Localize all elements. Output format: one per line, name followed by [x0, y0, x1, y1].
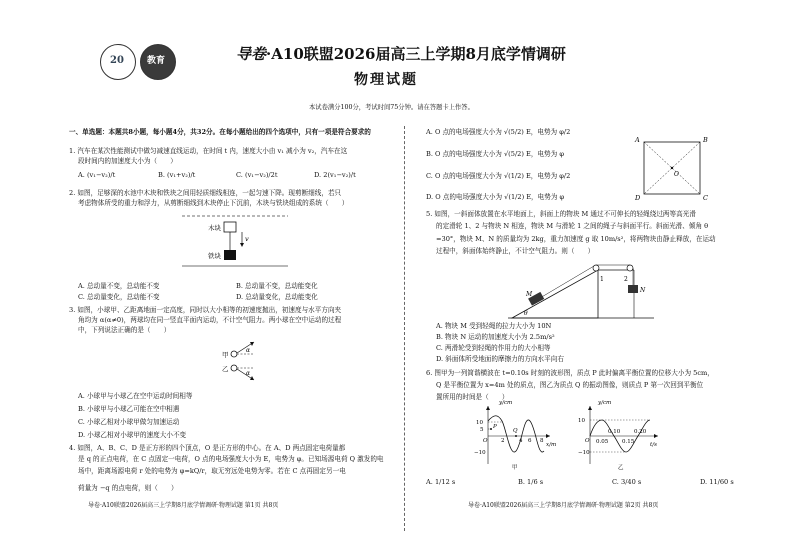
q4-option-b: B. O 点的电场强度大小为 √(5/2) E，电势为 φ: [426, 150, 564, 158]
ball-a-label: 甲: [222, 351, 229, 359]
q6-vibration-graph: [578, 402, 662, 470]
wave-y10: 10: [476, 420, 483, 426]
brand-mark: 导卷: [236, 45, 267, 63]
vib-tick-005: 0.05: [596, 439, 609, 445]
wave-ylabel: y/cm: [499, 400, 513, 406]
education-logo: [140, 44, 176, 80]
q6-option-b: B. 1/6 s: [518, 478, 544, 486]
wood-block: [224, 222, 236, 232]
q2-option-c: C. 总动量变化，总动能不变: [78, 293, 160, 301]
q1-line2: 段时间内的加速度大小为（ ）: [78, 157, 177, 165]
vib-origin: O: [585, 438, 590, 444]
exam-title: [236, 46, 566, 62]
pulley-2: [627, 265, 633, 271]
section-heading: 一、单选题：本题共8小题，每小题4分，共32分。在每小题给出的四个选项中，只有一项是符合要求的: [69, 128, 371, 136]
exam-note: 本试卷满分100分，考试时间75分钟。请在答题卡上作答。: [309, 104, 474, 111]
n-label: N: [640, 287, 646, 294]
q3-line1: 3. 如图，小球甲、乙距离地面一定高度，同时以大小相等的初速度抛出，初速度与水平方向夹: [69, 306, 342, 314]
wave-origin: O: [483, 438, 488, 444]
pulley-1-label: 1: [600, 276, 604, 283]
q2-line1: 2. 如图，足够深的水池中木块和铁块之间用轻质细线相连，一起匀速下降。现剪断细线，若只: [69, 189, 342, 197]
q6-line3: 置所用的时间是（ ）: [436, 393, 509, 401]
q4-figure: [630, 134, 714, 202]
velocity-arrow: [240, 243, 244, 247]
q1-option-a: A. (v₁−v₂)/t: [78, 171, 116, 179]
m-label: M: [526, 291, 533, 298]
wave-yn10: −10: [474, 450, 486, 456]
q6-line1: 6. 图甲为一列简谐横波在 t=0.10s 时刻的波形图，质点 P 此时偏离平衡位置的位移大小为 5cm，: [426, 369, 714, 377]
q5-line3: =30°，物块 M、N 的质量均为 2kg，重力加速度 g 取 10m/s²，将两物块由静止释放，在运动: [436, 235, 716, 243]
q1-option-c: C. (v₁−v₂)/2t: [236, 171, 278, 179]
ball-b-label: 乙: [222, 365, 229, 373]
vib-tick-020: 0.20: [634, 429, 647, 435]
iron-block: [224, 250, 236, 260]
footer-left: 导卷·A10联盟2026届高三上学期8月底学情调研·物理试题 第1页 共8页: [88, 502, 279, 509]
vertex-b: B: [703, 136, 708, 144]
education-logo-text: 教育: [147, 56, 166, 66]
alpha2-label: α: [246, 370, 251, 377]
exam-title-text: ·A10联盟2026届高三上学期8月底学情调研: [266, 45, 566, 63]
block-n: [628, 285, 638, 293]
q5-figure: [506, 260, 656, 322]
q5-option-c: C. 两滑轮受到轻绳的作用力的大小相等: [436, 344, 551, 352]
wave-q-label: Q: [513, 428, 518, 434]
vib-caption: 乙: [618, 465, 624, 471]
q3-line3: 中，下列说法正确的是（ ）: [78, 326, 171, 334]
q2-line2: 考虑物体所受的重力和浮力，从剪断细线到木块停止下沉前，木块与铁块组成的系统（ ）: [78, 199, 349, 207]
q6-option-d: D. 11/60 s: [700, 478, 734, 486]
wave-tick-2: 2: [501, 438, 505, 444]
q3-line2: 角均为 α(α≠0)，两球均在同一竖直平面内运动，不计空气阻力。两小球在空中运动的过程: [78, 316, 342, 324]
point-q: [515, 435, 517, 437]
v-label: v: [245, 235, 249, 243]
vib-tick-015: 0.15: [622, 439, 635, 445]
q4-option-a: A. O 点的电场强度大小为 √(5/2) E，电势为 φ/2: [426, 128, 571, 136]
footer-right: 导卷·A10联盟2026届高三上学期8月底学情调研·物理试题 第2页 共8页: [468, 502, 659, 509]
q5-line1: 5. 如图，一斜面体放置在水平地面上，斜面上的物块 M 通过不可伸长的轻绳绕过两等高光滑: [426, 210, 696, 218]
vertex-c: C: [703, 194, 708, 202]
alpha1-label: α: [246, 347, 251, 354]
q5-option-d: D. 斜面体所受地面的摩擦力的方向水平向右: [436, 355, 564, 363]
wave-p-label: P: [493, 424, 497, 430]
q5-line4: 过程中，斜面体始终静止，不计空气阻力。则（ ）: [436, 247, 595, 255]
q6-option-a: A. 1/12 s: [426, 478, 456, 486]
vib-ylabel: y/cm: [598, 400, 612, 406]
q3-figure: [210, 337, 270, 385]
q6-option-c: C. 3/40 s: [612, 478, 642, 486]
vib-tick-010: 0.10: [608, 429, 621, 435]
league-logo-text: 20: [110, 55, 124, 66]
wave-xlabel: x/m: [546, 442, 557, 448]
pulley-2-label: 2: [624, 276, 628, 283]
q6-wave-graph: [474, 400, 557, 471]
q5-option-a: A. 物块 M 受到轻绳的拉力大小为 10N: [436, 322, 552, 330]
q4-option-d: D. O 点的电场强度大小为 √(1/2) E，电势为 φ: [426, 193, 565, 201]
wave-y5: 5: [480, 427, 484, 433]
q1-option-d: D. 2(v₁−v₂)/t: [314, 171, 356, 179]
q4-line4: 荷量为 −q 的点电荷，则（ ）: [78, 484, 178, 492]
page-divider: [404, 126, 405, 531]
q4-line2: 是 q 的正点电荷，在 C 点固定一电荷，O 点的电场强度大小为 E，电势为 φ。已知场源电荷 Q 激发的电: [78, 455, 384, 463]
q6-line2: Q 是平衡位置为 x=4m 处的质点，图乙为质点 Q 的振动图像，则质点 P 第一次回到平衡位: [436, 381, 704, 389]
q5-option-b: B. 物块 N 运动的加速度大小为 2.5m/s²: [436, 333, 555, 341]
ball-b: [231, 365, 237, 371]
q3-option-b: B. 小球甲与小球乙可能在空中相遇: [78, 405, 180, 413]
wave-tick-4: 4: [519, 438, 523, 444]
theta-label: θ: [524, 310, 528, 317]
q2-figure: [180, 210, 290, 272]
iron-label: 铁块: [208, 252, 221, 260]
q2-option-b: B. 总动量不变，总动能变化: [236, 282, 318, 290]
q1-line1: 1. 汽车在某次性能测试中做匀减速直线运动，在时间 t 内，速度大小由 v₁ 减小为 v₂，汽车在这: [69, 147, 348, 155]
wood-label: 木块: [208, 224, 221, 232]
q2-option-a: A. 总动量不变，总动能不变: [78, 282, 160, 290]
vertex-a: A: [635, 136, 640, 144]
q4-line3: 场中，距离场源电荷 r 处的电势为 φ=kQ/r，取无穷远处电势为零。若在 C 点再固定另一电: [78, 467, 346, 475]
vib-y10: 10: [578, 418, 585, 424]
wave-tick-8: 8: [540, 438, 544, 444]
league-logo: [100, 44, 136, 80]
q1-option-b: B. (v₁+v₂)/t: [158, 171, 196, 179]
vertex-d: D: [635, 194, 641, 202]
vib-xlabel: t/s: [650, 442, 657, 448]
q4-option-c: C. O 点的电场强度大小为 √(1/2) E，电势为 φ/2: [426, 172, 571, 180]
q3-option-c: C. 小球乙相对小球甲做匀加速运动: [78, 418, 180, 426]
q4-line1: 4. 如图，A、B、C、D 是正方形的四个顶点，O 是正方形的中心。在 A、D 两点固定电荷量都: [69, 444, 346, 452]
q3-option-a: A. 小球甲与小球乙在空中运动时间相等: [78, 392, 193, 400]
q5-line2: 的定滑轮 1、2 与物块 N 相连，物块 M 与滑轮 1 之间的绳子与斜面平行。斜面光滑、倾角 θ: [436, 222, 709, 230]
vib-yn10: −10: [578, 450, 590, 456]
center-o: O: [674, 171, 679, 178]
q3-option-d: D. 小球乙相对小球甲的速度大小不变: [78, 431, 187, 439]
point-p: [490, 428, 492, 430]
wave-tick-6: 6: [528, 438, 532, 444]
q2-option-d: D. 总动量变化，总动能变化: [236, 293, 318, 301]
subject-title: 物理试题: [354, 72, 418, 88]
ball-a: [231, 351, 237, 357]
wave-caption: 甲: [512, 465, 518, 471]
